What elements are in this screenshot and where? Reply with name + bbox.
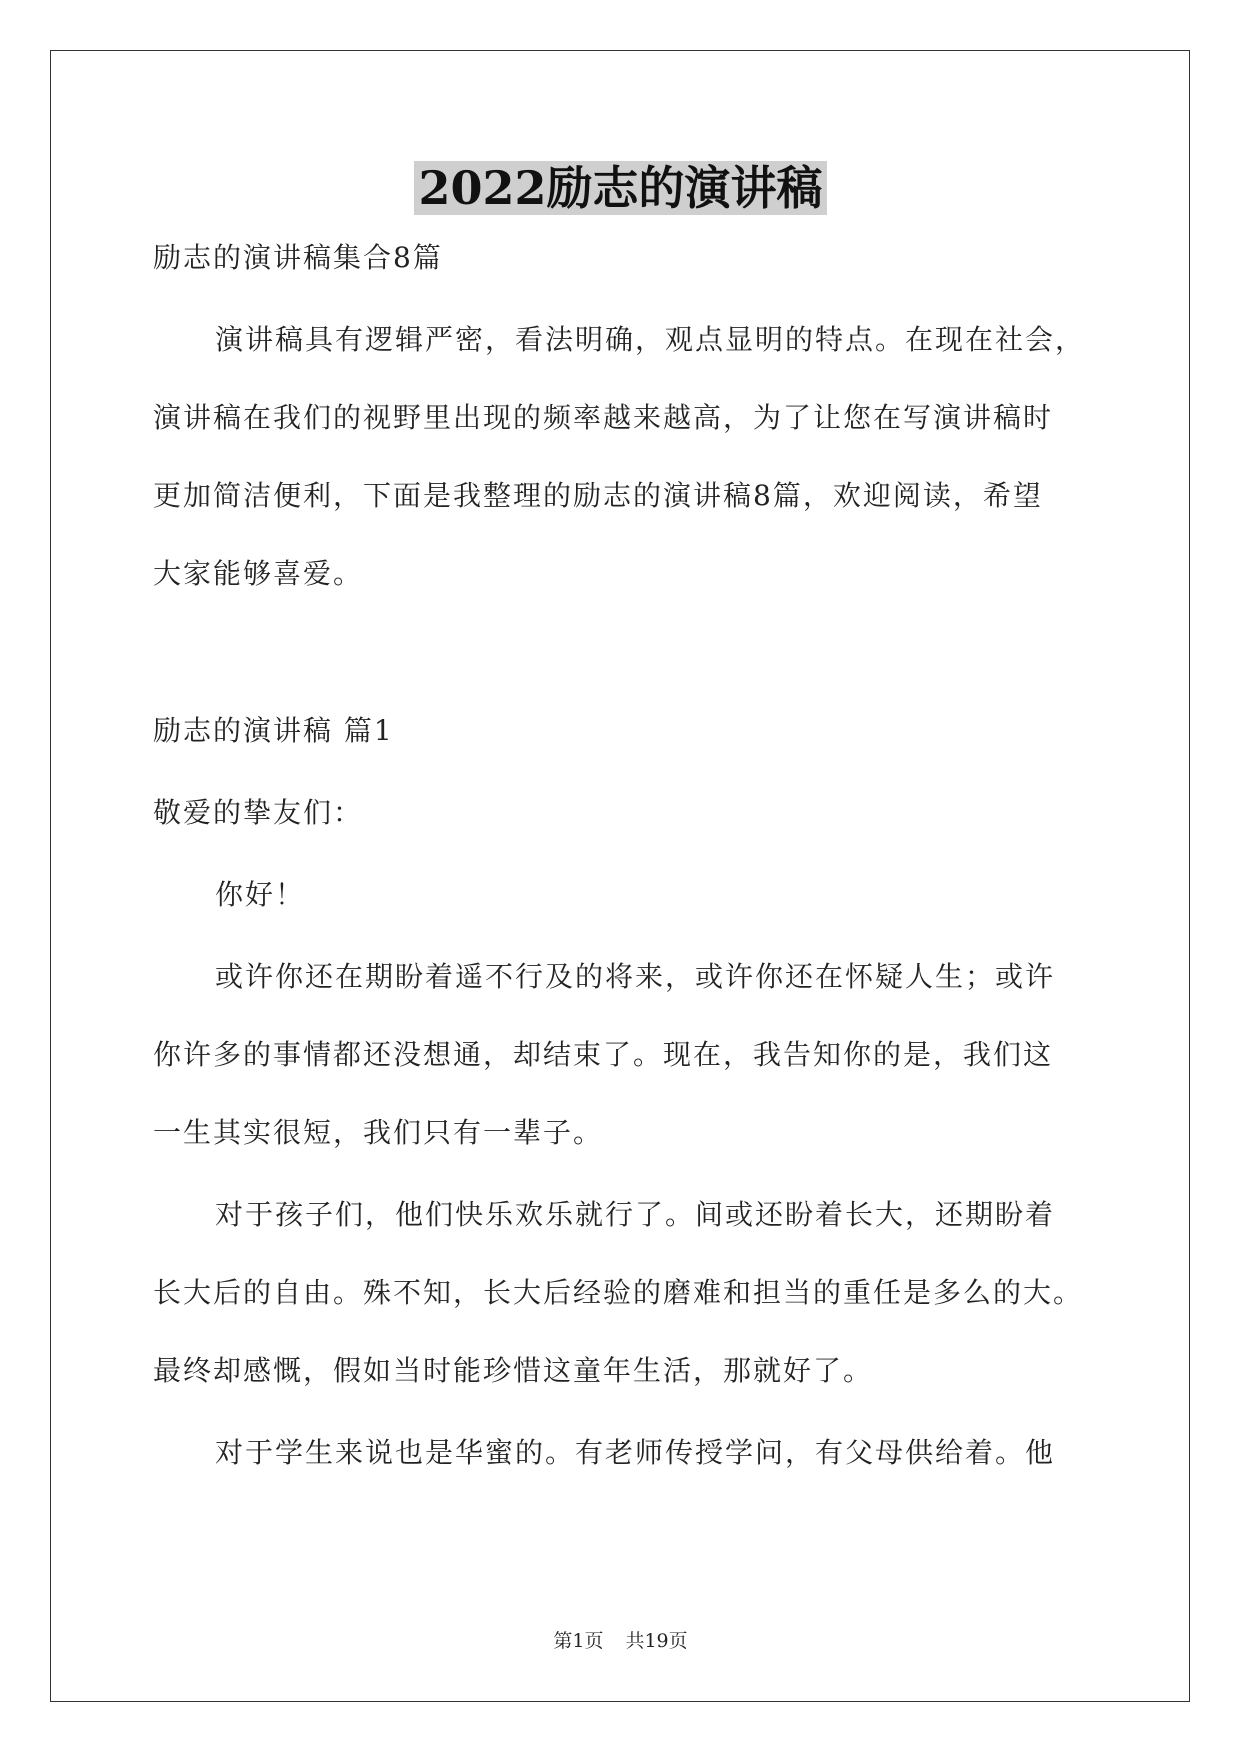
paragraph1-line-3: 一生其实很短，我们只有一辈子。 — [153, 1116, 604, 1149]
paragraph2-line-1: 对于孩子们，他们快乐欢乐就行了。间或还盼着长大，还期盼着 — [215, 1198, 1056, 1231]
paragraph2-line-2: 长大后的自由。殊不知，长大后经验的磨难和担当的重任是多么的大。 — [153, 1276, 1084, 1309]
paragraph2-line-3: 最终却感慨，假如当时能珍惜这童年生活，那就好了。 — [153, 1354, 874, 1387]
intro-line-2: 演讲稿在我们的视野里出现的频率越来越高，为了让您在写演讲稿时 — [153, 401, 1054, 434]
greeting: 你好！ — [215, 878, 306, 911]
intro-line-3: 更加简洁便利，下面是我整理的励志的演讲稿8篇，欢迎阅读，希望 — [153, 479, 1043, 512]
paragraph1-line-1: 或许你还在期盼着遥不行及的将来，或许你还在怀疑人生；或许 — [215, 960, 1056, 993]
current-page-number: 第1页 — [553, 1630, 604, 1652]
paragraph3-line-1: 对于学生来说也是华蜜的。有老师传授学问，有父母供给着。他 — [215, 1436, 1056, 1469]
document-subtitle: 励志的演讲稿集合8篇 — [153, 241, 443, 274]
document-title — [0, 156, 1241, 220]
total-pages: 共19页 — [625, 1630, 688, 1652]
intro-line-4: 大家能够喜爱。 — [153, 557, 364, 590]
salutation: 敬爱的挚友们： — [153, 796, 364, 829]
document-title-text: 2022励志的演讲稿 — [414, 161, 826, 215]
intro-line-1: 演讲稿具有逻辑严密，看法明确，观点显明的特点。在现在社会， — [215, 323, 1086, 356]
page-footer — [0, 1629, 1241, 1653]
section-heading: 励志的演讲稿 篇1 — [153, 714, 394, 747]
paragraph1-line-2: 你许多的事情都还没想通，却结束了。现在，我告知你的是，我们这 — [153, 1038, 1054, 1071]
document-body — [153, 238, 1093, 1473]
